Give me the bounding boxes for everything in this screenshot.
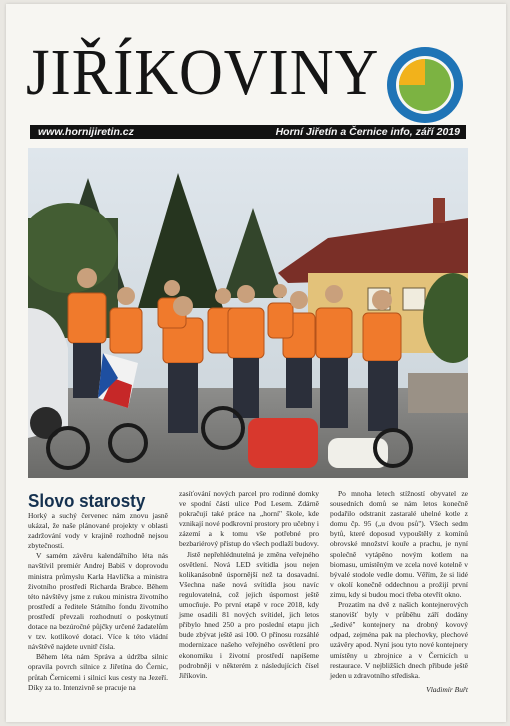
- masthead-info-bar: [30, 125, 466, 139]
- paragraph: Po mnoha letech stížností obyvatel ze sousedních domů se nám letos konečně podařilo odstranit zastaralé uhelné kotle z domu čp. 95 („u dvou psů"). Všech sedm bytů, které doposud vypouštěly z komínů obrovské množství kouře a prachu, je nyní společně vytápěno novým kotlem na biomasu, umístěným ve zcela nové kotelně v bývalé stodole vedle domu. Věřím, že si lidé v okolí konečně oddechnou a prožijí první zimu, kdy si budou moci třeba otevřít okno.: [330, 489, 468, 599]
- website-url: www.hornijiretin.cz: [38, 126, 134, 138]
- article-title: Slovo starosty: [28, 490, 146, 511]
- group-photo-image: [28, 148, 468, 478]
- paragraph: V samém závěru kalendářního léta nás navštívil premiér Andrej Babiš v doprovodu ministra průmyslu Karla Havlíčka a ministra životního prostředí Richarda Brabce. Během této návštěvy jsme z rukou ministra životního prostředí a ředitele Státního fondu životního prostředí převzali rozhodnutí o poskytnutí dotace na bezúročné půjčky určené žadatelům v tzv. kotlíkové dotaci. Více k této vládní návštěvě najdete uvnitř čísla.: [28, 551, 168, 652]
- cover-photo: [28, 148, 468, 478]
- paragraph: Horký a suchý červenec nám znovu jasně ukázal, že naše plánované projekty v oblasti zadržování vody v krajině rozhodně nejsou zbytečností.: [28, 511, 168, 551]
- paragraph: Jistě nepřehlédnutelná je změna veřejného osvětlení. Nová LED svítidla jsou nejen kolikanásobně úspornější než ta dosavadní. Všechna naše nová svítidla jsou navíc regulovatelná, což jejich úspornost ještě umocňuje. Po první etapě v roce 2018, kdy jsme osadili 81 nových svítidel, jich letos přibylo hned 250 a pro poslední etapu jich bude zbývat ještě asi 100. O přínosu rozsáhlé modernizace našeho veřejného osvětlení pro ekonomiku i životní prostředí napíšeme podrobněji v některém z následujících čísel Jiříkovin.: [179, 549, 319, 680]
- paragraph: Během léta nám Správa a údržba silnic opravila povrch silnice z Jiřetína do Černic, průtah Černicemi i silnicí kus cesty na Jezeří. Díky za to. Intenzivně se pracuje na: [28, 652, 168, 692]
- author-signature: Vladimír Buřt: [426, 684, 468, 694]
- masthead-title: JIŘÍKOVINY: [26, 36, 380, 109]
- article-column-2: [179, 489, 319, 681]
- article-column-3: [330, 489, 468, 695]
- edition-info: Horní Jiřetín a Černice info, září 2019: [275, 126, 460, 138]
- town-logo-icon: [386, 46, 464, 124]
- article-column-1: [28, 511, 168, 693]
- paragraph: Prozatím na dvě z našich kontejnerových stanovišť byly v průběhu září dodány „šedivé" kontejnery na drobný kovový odpad, zejména pak na plechovky, plechové uzávěry apod. Nyní jsou tyto nové kontejnery umístěny u zbrojnice a v Černicích u restaurace. V nejbližších dnech přibude ještě jeden u zdravotního střediska.: [330, 600, 468, 680]
- paragraph: zasíťování nových parcel pro rodinné domky ve spodní části ulice Pod Lesem. Zdárně pokračují také práce na „horní" škole, kde vznikají nové podkrovní prostory pro učebny i zázemí a k tomu vše potřebné pro bezbariérový přístup do všech podlaží budovy.: [179, 489, 319, 549]
